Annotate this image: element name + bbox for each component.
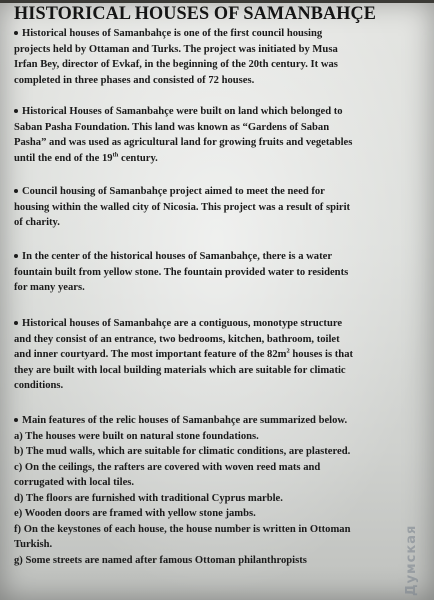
paragraph-2 — [14, 104, 424, 166]
text-line: Saban Pasha Foundation. This land was known as “Gardens of Saban — [14, 121, 330, 133]
list-item: b) The mud walls, which are suitable for climatic conditions, are plastered. — [14, 446, 351, 457]
list-item: Turkish. — [14, 539, 53, 550]
text-line: Historical houses of Samanbahçe is one of the first council housing — [14, 26, 424, 42]
list-item: f) On the keystones of each house, the house number is written in Ottoman — [14, 523, 351, 535]
paragraph-3 — [14, 184, 424, 231]
text-line: projects held by Ottaman and Turks. The project was initiated by Musa — [14, 43, 338, 55]
list-item: g) Some streets are named after famous Ottoman philanthropists — [14, 554, 307, 566]
sign-frame — [0, 0, 434, 3]
text-line: Historical Houses of Samanbahçe were built on land which belonged to — [14, 104, 424, 120]
text-line: Council housing of Samanbahçe project aimed to meet the need for — [14, 184, 424, 200]
paragraph-4 — [14, 249, 424, 296]
text-line: for many years. — [14, 282, 85, 293]
text-line: Main features of the relic houses of Samanbahçe are summarized below. — [14, 413, 424, 429]
list-item: d) The floors are furnished with traditional Cyprus marble. — [14, 492, 283, 504]
list-item: a) The houses were built on natural stone foundations. — [14, 430, 259, 442]
list-item: c) On the ceilings, the rafters are covered with woven reed mats and — [14, 461, 321, 473]
paragraph-1 — [14, 26, 424, 88]
text-line: and they consist of an entrance, two bedrooms, kitchen, bathroom, toilet — [14, 333, 340, 345]
bullet-icon — [14, 418, 18, 422]
bullet-icon — [14, 321, 18, 325]
text-line: and inner courtyard. The most important feature of the $82m^2$ houses is that — [14, 347, 354, 360]
text-line: Historical houses of Samanbahçe are a contiguous, monotype structure — [14, 316, 424, 332]
list-item: e) Wooden doors are framed with yellow stone jambs. — [14, 508, 256, 519]
text-line: until the end of the 19th century. — [14, 150, 158, 164]
text-line: Pasha” and was used as agricultural land for growing fruits and vegetables — [14, 137, 353, 148]
text-line: In the center of the historical houses of Samanbahçe, there is a water — [14, 249, 424, 265]
text-line: conditions. — [14, 380, 64, 391]
list-item: corrugated with local tiles. — [14, 477, 135, 488]
sign-title: HISTORICAL HOUSES OF SAMANBAHÇE — [14, 4, 377, 24]
watermark: Думская — [404, 524, 419, 596]
text-line: Irfan Bey, director of Evkaf, in the beginning of the 20th century. It was — [14, 59, 338, 70]
paragraph-6 — [14, 413, 424, 568]
bullet-icon — [14, 109, 18, 113]
bullet-icon — [14, 189, 18, 193]
text-line: housing within the walled city of Nicosia. This project was a result of spirit — [14, 201, 351, 213]
bullet-icon — [14, 31, 18, 35]
text-line: they are built with local building materials which are suitable for climatic — [14, 364, 346, 376]
text-line: of charity. — [14, 217, 60, 228]
bullet-icon — [14, 254, 18, 258]
text-line: completed in three phases and consisted of 72 houses. — [14, 74, 255, 86]
paragraph-5 — [14, 316, 424, 394]
text-line: fountain built from yellow stone. The fountain provided water to residents — [14, 266, 349, 278]
